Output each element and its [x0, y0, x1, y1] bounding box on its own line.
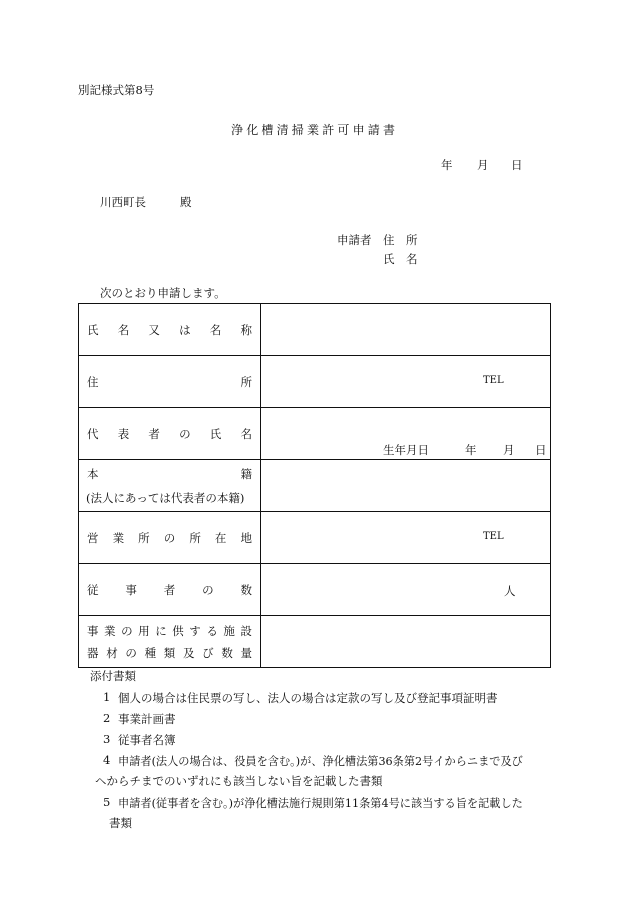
address-tel-label: TEL	[483, 375, 504, 386]
employee-unit: 人	[504, 584, 516, 598]
label-char: 数	[240, 582, 252, 597]
label-char: 営	[87, 530, 99, 545]
attachments-heading: 添付書類	[90, 669, 136, 683]
domicile-sub-label: (法人にあっては代表者の本籍)	[86, 490, 245, 505]
form-number: 別記様式第8号	[78, 83, 155, 97]
application-table	[78, 303, 551, 668]
label-char: 所	[138, 530, 150, 545]
applicant-address: 住 所	[383, 233, 418, 247]
birth-month: 月	[503, 443, 515, 457]
table-row	[79, 460, 551, 512]
label-char: の	[163, 530, 176, 545]
label-char: 量	[240, 645, 252, 660]
label-char: 種	[144, 645, 157, 660]
birth-date-label: 生年月日	[383, 443, 429, 457]
label-char: 又	[148, 322, 160, 337]
date-day: 日	[511, 158, 523, 172]
office-tel-label: TEL	[483, 531, 504, 542]
attachment-num-2: 2	[103, 711, 111, 725]
label-char: 事	[87, 623, 99, 638]
label-char: 籍	[240, 466, 252, 481]
label-char: 名	[209, 322, 222, 337]
label-char: の	[121, 623, 133, 638]
attachment-text-5-cont: 書類	[109, 816, 132, 830]
office-location-value-cell[interactable]	[261, 512, 551, 564]
attachment-text-4: 申請者(法人の場合は、役員を含む。)が、浄化槽法第36条第2号イからニまで及び	[118, 755, 523, 768]
label-char: 地	[240, 530, 252, 545]
label-char: 用	[138, 623, 150, 638]
date-year: 年	[441, 158, 453, 172]
applicant-name: 氏 名	[383, 252, 418, 266]
label-char: 施	[223, 623, 235, 638]
label-char: 表	[117, 426, 130, 441]
label-char: 住	[87, 374, 99, 389]
label-char: 設	[240, 623, 252, 638]
intro-text: 次のとおり申請します。	[100, 286, 226, 300]
label-char: 在	[214, 530, 227, 545]
label-char: 業	[112, 530, 125, 545]
attachment-text-3: 従事者名簿	[118, 733, 176, 747]
table-row	[79, 564, 551, 616]
domicile-value-cell[interactable]	[261, 460, 551, 512]
label-char: 代	[87, 426, 99, 441]
label-char: 所	[240, 374, 252, 389]
label-char: 業	[104, 623, 116, 638]
attachment-text-1: 個人の場合は住民票の写し、法人の場合は定款の写し及び登記事項証明書	[118, 691, 498, 705]
representative-label-cell	[79, 408, 261, 460]
employee-count-label-cell	[79, 564, 261, 616]
label-char: 数	[221, 645, 233, 660]
representative-value-cell[interactable]	[261, 408, 551, 460]
domicile-label-cell	[79, 460, 261, 512]
address-label-cell	[79, 356, 261, 408]
label-char: 従	[87, 582, 99, 597]
attachment-num-3: 3	[103, 732, 111, 746]
birth-day: 日	[535, 443, 547, 457]
attachment-num-4: 4	[103, 753, 111, 767]
label-char: 名	[117, 322, 130, 337]
label-char: 及	[182, 645, 195, 660]
attachment-text-5: 申請者(従事者を含む。)が浄化槽法施行規則第11条第4号に該当する旨を記載した	[118, 797, 523, 810]
label-char: に	[155, 623, 167, 638]
label-char: の	[202, 582, 214, 597]
address-value-cell[interactable]	[261, 356, 551, 408]
facilities-label-cell	[79, 616, 261, 668]
label-char: す	[189, 623, 201, 638]
label-char: 所	[189, 530, 201, 545]
applicant-label: 申請者	[337, 233, 372, 247]
attachment-num-5: 5	[103, 795, 111, 809]
addressee-honorific: 殿	[180, 195, 192, 209]
form-title: 浄化槽清掃業許可申請書	[231, 123, 399, 137]
label-char: 本	[87, 466, 99, 481]
attachment-text-4-cont: ヘからチまでのいずれにも該当しない旨を記載した書類	[95, 774, 383, 788]
table-row	[79, 356, 551, 408]
addressee-name: 川西町長	[100, 195, 146, 209]
attachment-num-1: 1	[103, 690, 111, 704]
label-char: は	[179, 322, 191, 337]
label-char: の	[179, 426, 191, 441]
label-char: 氏	[209, 426, 222, 441]
office-location-label-cell	[79, 512, 261, 564]
label-char: 者	[163, 582, 176, 597]
table-row	[79, 616, 551, 668]
table-row	[79, 408, 551, 460]
label-char: の	[125, 645, 137, 660]
label-char: 称	[240, 322, 252, 337]
label-char: る	[206, 623, 218, 638]
attachment-text-2: 事業計画書	[118, 712, 176, 726]
label-char: 氏	[87, 322, 99, 337]
label-char: 供	[172, 623, 184, 638]
label-char: 事	[125, 582, 137, 597]
label-char: び	[202, 645, 214, 660]
table-row	[79, 304, 551, 356]
facilities-value-cell[interactable]	[261, 616, 551, 668]
label-char: 類	[163, 645, 176, 660]
employee-count-value-cell[interactable]	[261, 564, 551, 616]
name-label-cell	[79, 304, 261, 356]
label-char: 者	[148, 426, 160, 441]
label-char: 器	[87, 645, 99, 660]
table-row	[79, 512, 551, 564]
date-month: 月	[477, 158, 489, 172]
label-char: 名	[240, 426, 252, 441]
birth-year: 年	[465, 443, 477, 457]
label-char: 材	[106, 645, 118, 660]
name-value-cell[interactable]	[261, 304, 551, 356]
